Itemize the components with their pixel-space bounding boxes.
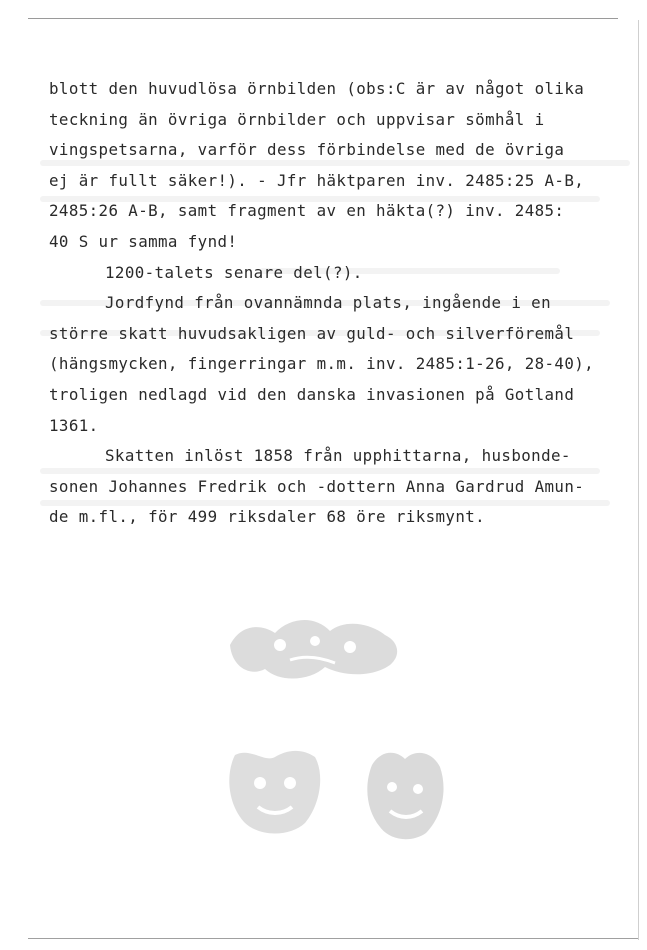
typed-text-block — [49, 74, 639, 533]
top-border-line — [28, 18, 618, 19]
text-line: 40 S ur samma fynd! — [49, 231, 238, 251]
dating-line: 1200-talets senare del(?). — [105, 262, 363, 282]
text-line: större skatt huvudsakligen av guld- och silverföremål — [49, 323, 575, 343]
text-line: ej är fullt säker!). - Jfr häktparen inv. 2485:25 A-B, — [49, 170, 585, 190]
text-line: 2485:26 A-B, samt fragment av en häkta(?) inv. 2485: — [49, 201, 565, 221]
text-line: (hängsmycken, fingerringar m.m. inv. 2485:1-26, 28-40), — [49, 354, 595, 374]
text-line: troligen nedlagd vid den danska invasionen på Gotland — [49, 384, 575, 404]
text-line: de m.fl., för 499 riksdaler 68 öre riksmynt. — [49, 507, 486, 527]
text-line: blott den huvudlösa örnbilden (obs:C är av något olika — [49, 79, 585, 98]
text-line: sonen Johannes Fredrik och -dottern Anna Gardrud Amun- — [49, 476, 585, 496]
text-line: 1361. — [49, 415, 99, 435]
artifact-photos — [200, 605, 460, 845]
text-line: Jordfynd från ovannämnda plats, ingående i en — [105, 293, 551, 313]
text-line: teckning än övriga örnbilder och uppvisar sömhål i — [49, 109, 545, 129]
eagle-ornament-photo — [220, 605, 410, 695]
clasp-photo-left — [220, 745, 330, 840]
text-line: Skatten inlöst 1858 från upphittarna, husbonde- — [105, 446, 571, 466]
clasp-photo-right — [360, 745, 450, 845]
text-line: vingspetsarna, varför dess förbindelse med de övriga — [49, 140, 565, 160]
bottom-border-line — [28, 938, 638, 939]
